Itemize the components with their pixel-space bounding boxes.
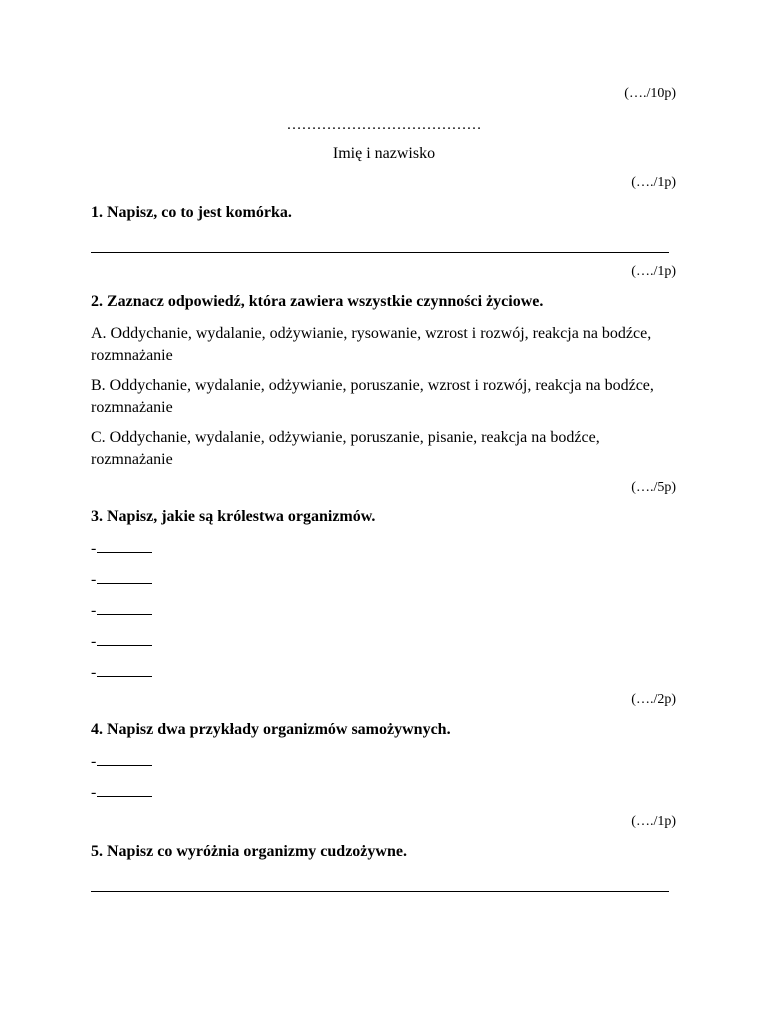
- bullet-dash: -: [91, 633, 97, 650]
- blank-line: [97, 552, 152, 553]
- q2-title: 2. Zaznacz odpowiedź, która zawiera wszystkie czynności życiowe.: [91, 293, 544, 310]
- bullet-dash: -: [91, 602, 97, 619]
- blank-line: [97, 676, 152, 677]
- q3-answer-item[interactable]: [91, 540, 152, 558]
- bullet-dash: -: [91, 540, 97, 557]
- q2-score: (…./1p): [631, 264, 676, 279]
- q4-answer-item[interactable]: [91, 784, 152, 802]
- q1-score: (…./1p): [631, 175, 676, 190]
- q5-score: (…./1p): [631, 814, 676, 829]
- q3-score: (…./5p): [631, 480, 676, 495]
- q3-answer-item[interactable]: [91, 602, 152, 620]
- bullet-dash: -: [91, 664, 97, 681]
- q3-answer-item[interactable]: [91, 633, 152, 651]
- blank-line: [97, 765, 152, 766]
- q2-option-c[interactable]: C. Oddychanie, wydalanie, odżywianie, poruszanie, pisanie, reakcja na bodźce, rozmnażanie: [91, 429, 600, 468]
- q2-option-a[interactable]: A. Oddychanie, wydalanie, odżywianie, rysowanie, wzrost i rozwój, reakcja na bodźce, rozmnażanie: [91, 325, 652, 364]
- total-score: (…./10p): [624, 86, 676, 101]
- blank-line: [97, 583, 152, 584]
- q1-title: 1. Napisz, co to jest komórka.: [91, 204, 292, 221]
- q5-title: 5. Napisz co wyróżnia organizmy cudzożywne.: [91, 843, 407, 860]
- q3-title: 3. Napisz, jakie są królestwa organizmów.: [91, 508, 376, 525]
- q1-answer-line[interactable]: [91, 252, 669, 253]
- name-label: Imię i nazwisko: [332, 145, 436, 162]
- bullet-dash: -: [91, 753, 97, 770]
- q4-score: (…./2p): [631, 692, 676, 707]
- q4-answer-item[interactable]: [91, 753, 152, 771]
- bullet-dash: -: [91, 784, 97, 801]
- q4-title: 4. Napisz dwa przykłady organizmów samożywnych.: [91, 721, 451, 738]
- name-dotted-line: …………………………………: [286, 117, 482, 133]
- blank-line: [97, 645, 152, 646]
- bullet-dash: -: [91, 571, 97, 588]
- q5-answer-line[interactable]: [91, 891, 669, 892]
- blank-line: [97, 614, 152, 615]
- q3-answer-item[interactable]: [91, 571, 152, 589]
- q2-option-b[interactable]: B. Oddychanie, wydalanie, odżywianie, poruszanie, wzrost i rozwój, reakcja na bodźce, rozmnażanie: [91, 377, 654, 416]
- blank-line: [97, 796, 152, 797]
- q3-answer-item[interactable]: [91, 664, 152, 682]
